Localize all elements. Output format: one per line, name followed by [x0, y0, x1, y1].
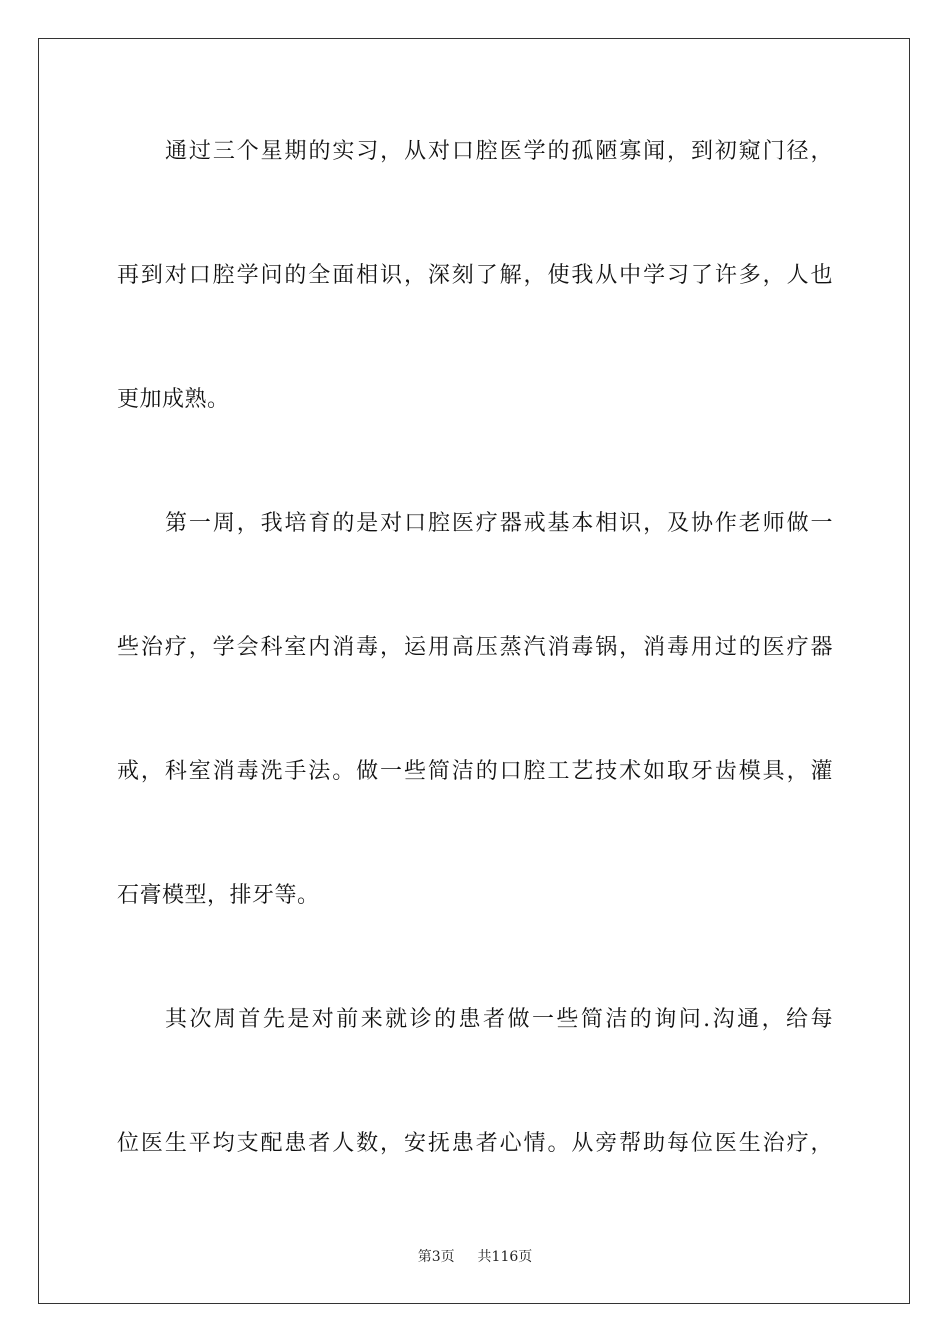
- page-total: 共116页: [477, 1249, 533, 1265]
- paragraph-2-line-4: 石膏模型，排牙等。: [117, 883, 320, 908]
- page-frame: [38, 38, 910, 1304]
- paragraph-1-line-2: 再到对口腔学问的全面相识，深刻了解，使我从中学习了许多，人也: [117, 263, 833, 288]
- paragraph-2-line-2: 些治疗，学会科室内消毒，运用高压蒸汽消毒锅，消毒用过的医疗器: [117, 635, 833, 660]
- paragraph-2-line-3: 戒，科室消毒洗手法。做一些简洁的口腔工艺技术如取牙齿模具，灌: [117, 759, 833, 784]
- paragraph-1-line-1: 通过三个星期的实习，从对口腔医学的孤陋寡闻，到初窥门径，: [165, 139, 833, 164]
- page-footer: [0, 1248, 950, 1266]
- page-number: 第3页: [417, 1249, 455, 1265]
- paragraph-2-line-1: 第一周，我培育的是对口腔医疗器戒基本相识，及协作老师做一: [165, 511, 833, 536]
- paragraph-3-line-2: 位医生平均支配患者人数，安抚患者心情。从旁帮助每位医生治疗，: [117, 1131, 833, 1156]
- paragraph-3-line-1: 其次周首先是对前来就诊的患者做一些简洁的询问.沟通，给每: [165, 1007, 833, 1032]
- paragraph-1-line-3: 更加成熟。: [117, 387, 230, 412]
